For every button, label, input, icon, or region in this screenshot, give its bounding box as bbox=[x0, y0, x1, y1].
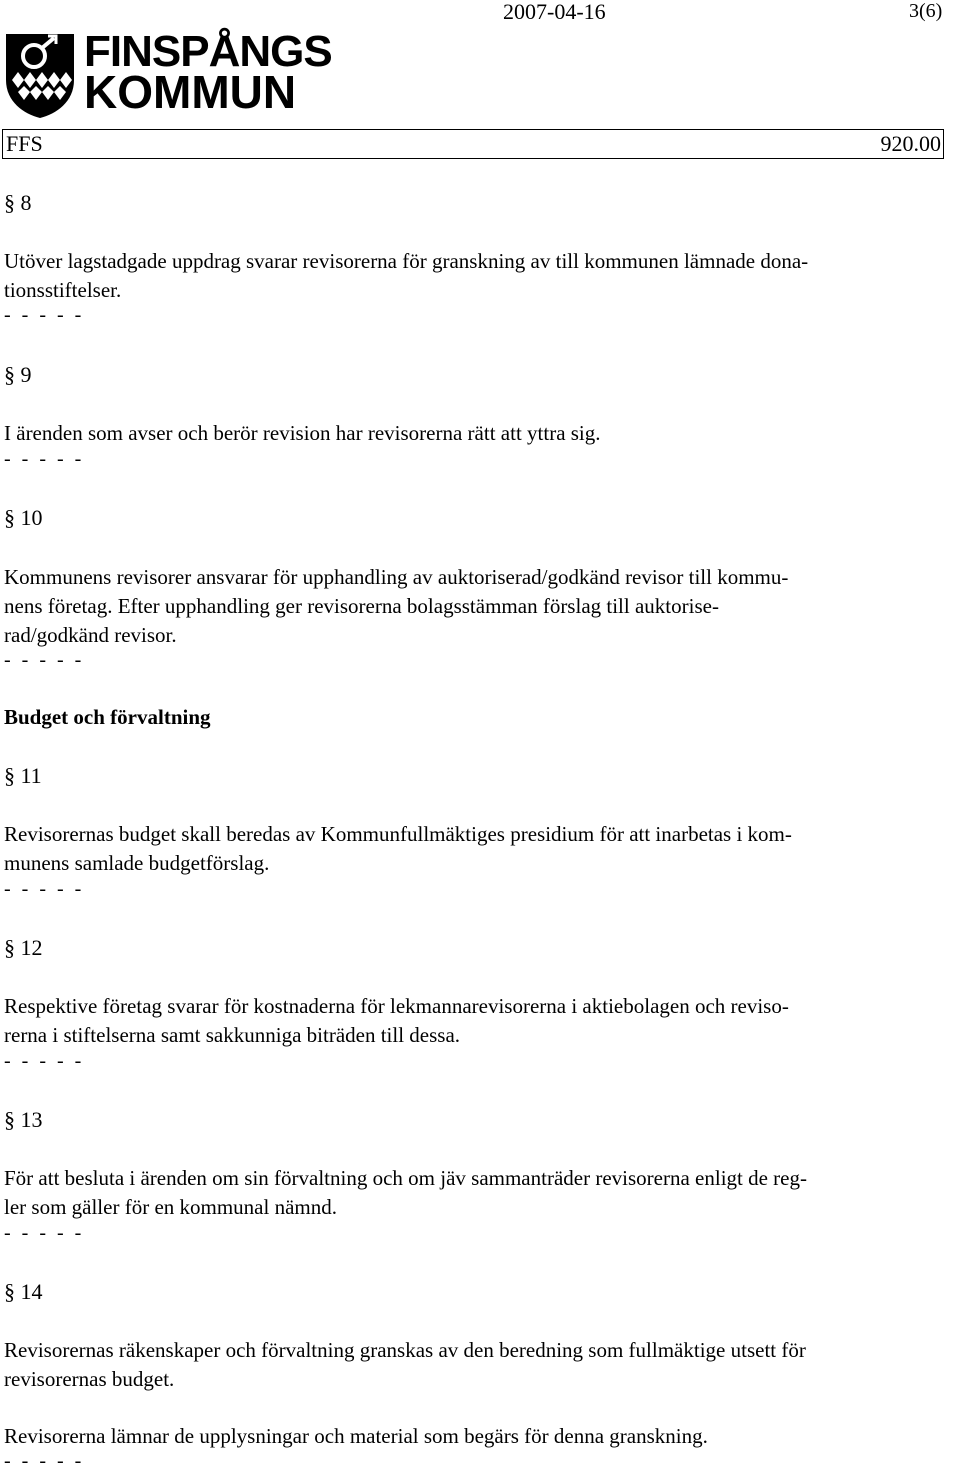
section-8-title: § 8 bbox=[4, 190, 32, 215]
separator: - - - - - bbox=[4, 448, 85, 470]
document-date: 2007-04-16 bbox=[503, 0, 606, 24]
section-10-text bbox=[4, 563, 954, 650]
page-number: 3(6) bbox=[909, 0, 943, 22]
logo-line-2: KOMMUN bbox=[84, 66, 297, 118]
section-10-line-2: nens företag. Efter upphandling ger revisorerna bolagsstämman förslag till auktorise- bbox=[4, 594, 719, 618]
section-14-line-2: revisorernas budget. bbox=[4, 1367, 175, 1391]
ffs-header-bar bbox=[2, 129, 944, 159]
section-11-line-1: Revisorernas budget skall beredas av Kommunfullmäktiges presidium för att inarbetas i kom- bbox=[4, 822, 792, 846]
section-10-title: § 10 bbox=[4, 505, 43, 530]
section-9-line-1: I ärenden som avser och berör revision har revisorerna rätt att yttra sig. bbox=[4, 421, 601, 445]
budget-heading: Budget och förvaltning bbox=[4, 705, 211, 729]
section-12-text bbox=[4, 992, 954, 1050]
section-8-line-2: tionsstiftelser. bbox=[4, 278, 122, 302]
logo-wordmark bbox=[84, 27, 332, 118]
separator: - - - - - bbox=[4, 1450, 85, 1472]
ffs-number: 920.00 bbox=[880, 131, 941, 156]
section-10-line-1: Kommunens revisorer ansvarar för upphandling av auktoriserad/godkänd revisor till kommu- bbox=[4, 565, 789, 589]
section-14-text bbox=[4, 1336, 954, 1394]
separator: - - - - - bbox=[4, 304, 85, 326]
finspangs-kommun-logo bbox=[4, 27, 364, 120]
separator: - - - - - bbox=[4, 878, 85, 900]
logo-line-1: FINSPÅNGS bbox=[84, 27, 332, 76]
section-14-title: § 14 bbox=[4, 1279, 43, 1304]
section-14-line-1: Revisorernas räkenskaper och förvaltning granskas av den beredning som fullmäktige utsett för bbox=[4, 1338, 806, 1362]
section-9-text bbox=[4, 419, 954, 448]
section-13-line-1: För att besluta i ärenden om sin förvaltning och om jäv sammanträder revisorerna enligt de reg- bbox=[4, 1166, 807, 1190]
section-12-title: § 12 bbox=[4, 935, 43, 960]
section-8-line-1: Utöver lagstadgade uppdrag svarar revisorerna för granskning av till kommunen lämnade dona- bbox=[4, 249, 809, 273]
section-10-line-3: rad/godkänd revisor. bbox=[4, 623, 177, 647]
section-9-title: § 9 bbox=[4, 362, 32, 387]
separator: - - - - - bbox=[4, 1222, 85, 1244]
section-11-line-2: munens samlade budgetförslag. bbox=[4, 851, 270, 875]
ffs-label: FFS bbox=[6, 131, 43, 156]
section-11-title: § 11 bbox=[4, 763, 42, 788]
section-12-line-1: Respektive företag svarar för kostnaderna för lekmannarevisorerna i aktiebolagen och reviso- bbox=[4, 994, 789, 1018]
coat-of-arms-icon bbox=[4, 30, 76, 120]
section-11-text bbox=[4, 820, 954, 878]
section-14-text-extra bbox=[4, 1422, 954, 1451]
section-13-line-2: ler som gäller för en kommunal nämnd. bbox=[4, 1195, 337, 1219]
section-8-text bbox=[4, 247, 954, 305]
section-13-title: § 13 bbox=[4, 1107, 43, 1132]
separator: - - - - - bbox=[4, 649, 85, 671]
separator: - - - - - bbox=[4, 1050, 85, 1072]
section-13-text bbox=[4, 1164, 954, 1222]
section-12-line-2: rerna i stiftelserna samt sakkunniga biträden till dessa. bbox=[4, 1023, 461, 1047]
section-14-line-3: Revisorerna lämnar de upplysningar och material som begärs för denna granskning. bbox=[4, 1424, 708, 1448]
